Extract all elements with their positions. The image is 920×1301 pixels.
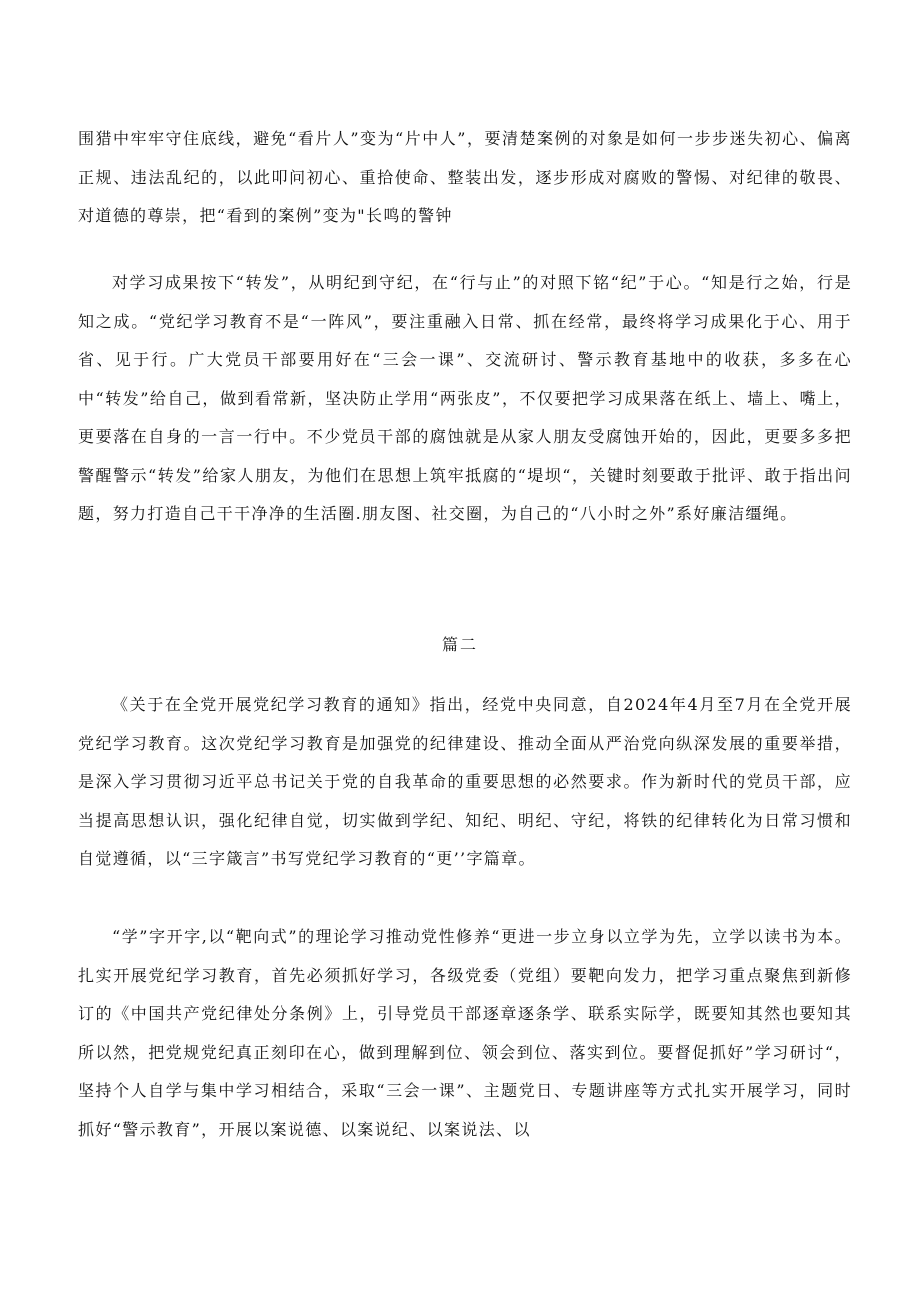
body-paragraph-continued: 围猎中牢牢守住底线，避免“看片人”变为“片中人”，要清楚案例的对象是如何一步步迷失初心、偏离正规、违法乱纪的，以此叩问初心、重拾使命、整装出发，逐步形成对腐败的警惕、对纪律的敬畏、对道德的尊崇，把“看到的案例”变为"长鸣的警钟 (78, 129, 852, 225)
section-heading: 篇二 (441, 635, 478, 654)
body-paragraph: 对学习成果按下“转发”，从明纪到守纪，在“行与止”的对照下铭“纪”于心。“知是行之始，行是知之成。“党纪学习教育不是“一阵风”，要注重融入日常、抓在经常，最终将学习成果化于心、用于省、见于行。广大党员干部要用好在“三会一课”、交流研讨、警示教育基地中的收获，多多在心中“转发”给自己，做到看常新，坚决防止学用“两张皮”，不仅要把学习成果落在纸上、墙上、嘴上，更要落在自身的一言一行中。不少党员干部的腐蚀就是从家人朋友受腐蚀开始的，因此，更要多多把警醒警示“转发”给家人朋友，为他们在思想上筑牢抵腐的“堤坝“，关键时刻要敢于批评、敢于指出问题，努力打造自己干干净净的生活圈.朋友图、社交圈，为自己的“八小时之外”系好廉洁缰绳。 (78, 273, 852, 523)
body-paragraph: 《关于在全党开展党纪学习教育的通知》指出，经党中央同意，自2024年4月至7月在全党开展党纪学习教育。这次党纪学习教育是加强党的纪律建设、推动全面从严治党向纵深发展的重要举措，是深入学习贯彻习近平总书记关于党的自我革命的重要思想的必然要求。作为新时代的党员干部，应当提高思想认识，强化纪律自觉，切实做到学纪、知纪、明纪、守纪，将铁的纪律转化为日常习惯和自觉遵循，以“三字箴言”书写党纪学习教育的“更’’字篇章。 (78, 695, 852, 868)
body-paragraph: “学”字开字,以“靶向式”的理论学习推动党性修养“更进一步立身以立学为先，立学以读书为本。扎实开展党纪学习教育，首先必须抓好学习，各级党委（党组）要靶向发力，把学习重点聚焦到新修订的《中国共产党纪律处分条例》上，引导党员干部逐章逐条学、联系实际学，既要知其然也要知其所以然，把党规党纪真正刻印在心，做到理解到位、领会到位、落实到位。要督促抓好”学习研讨“，坚持个人自学与集中学习相结合，采取“三会一课”、主题党日、专题讲座等方式扎实开展学习，同时抓好“警示教育”，开展以案说德、以案说纪、以案说法、以 (78, 927, 852, 1139)
